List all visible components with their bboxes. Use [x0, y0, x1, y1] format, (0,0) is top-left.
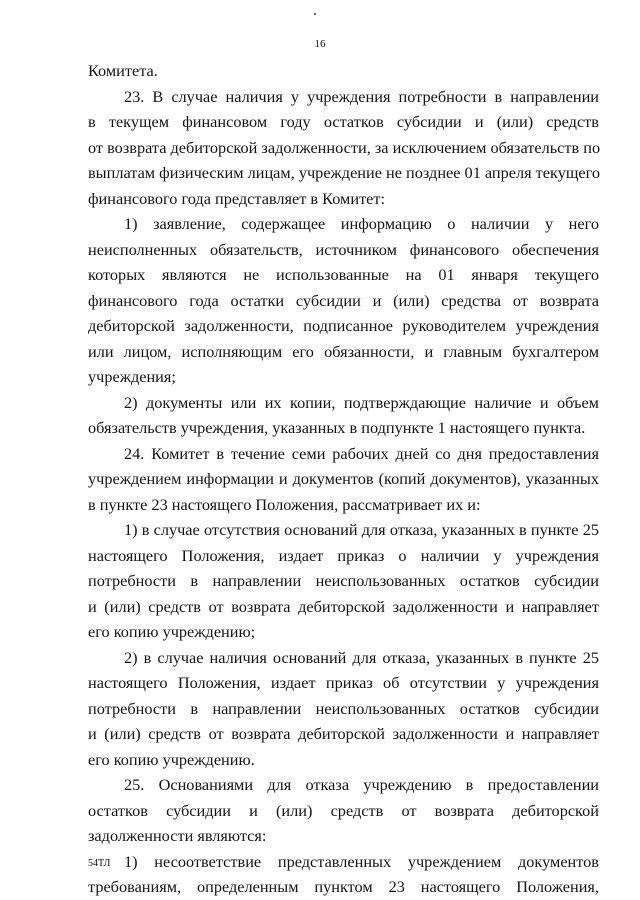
text-line: неисполненных обязательств, источником финансового обеспечения [88, 239, 599, 259]
text-line: настоящего Положения, издает приказ об отсутствии у учреждения [88, 673, 599, 692]
text-line: 1) в случае отсутствия оснований для отказа, указанных в пункте 25 [124, 520, 599, 539]
text-line: 24. Комитет в течение семи рабочих дней со дня предоставления [124, 443, 599, 463]
text-line: и (или) средств от возврата дебиторской задолженности и направляет [88, 596, 599, 616]
page-number: 16 [314, 38, 326, 50]
text-line: его копию учреждению; [88, 622, 256, 641]
text-line: которых являются не использованные на 01 января текущего [88, 265, 599, 284]
text-line: обязательств учреждения, указанных в подпункте 1 настоящего пункта. [88, 418, 586, 437]
text-line: 23. В случае наличия у учреждения потребности в направлении [124, 86, 599, 106]
text-line: от возврата дебиторской задолженности, за исключением обязательств по [88, 137, 601, 157]
text-line: требованиям, определенным пунктом 23 настоящего Положения, [88, 877, 599, 896]
text-line: Комитета. [88, 61, 158, 80]
text-line: 2) документы или их копии, подтверждающие наличие и объем [124, 392, 599, 412]
text-line: 1) заявление, содержащее информацию о наличии у него [124, 214, 599, 233]
footer-code: 54ТЛ [88, 858, 111, 869]
text-line: или лицом, исполняющим его обязанности, и главным бухгалтером [88, 341, 599, 361]
document-body [88, 58, 599, 900]
text-line: финансового года остатки субсидии и (или) средства от возврата [88, 290, 599, 310]
text-line: его копию учреждению. [88, 749, 255, 769]
text-line: потребности в направлении неиспользованных остатков субсидии [88, 571, 599, 590]
text-line: финансового года представляет в Комитет: [88, 188, 386, 208]
text-line: потребности в направлении неиспользованных остатков субсидии [88, 698, 599, 718]
scan-speck [314, 13, 316, 15]
text-line: 1) несоответствие представленных учреждением документов [124, 851, 599, 871]
text-line: учреждением информации и документов (копий документов), указанных [88, 469, 599, 488]
text-line: дебиторской задолженности, подписанное руководителем учреждения [88, 316, 599, 335]
text-line: выплатам физическим лицам, учреждение не позднее 01 апреля текущего [88, 163, 601, 182]
text-line: в пункте 23 настоящего Положения, рассматривает их и: [88, 494, 481, 514]
text-line: 2) в случае наличия оснований для отказа, указанных в пункте 25 [124, 647, 599, 667]
text-line: в текущем финансовом году остатков субсидии и (или) средств [88, 112, 599, 131]
text-line: и (или) средств от возврата дебиторской задолженности и направляет [88, 724, 599, 743]
text-line: учреждения; [88, 367, 176, 386]
text-line: остатков субсидии и (или) средств от возврата дебиторской [88, 800, 599, 820]
text-line: 25. Основаниями для отказа учреждению в предоставлении [124, 775, 599, 794]
text-line: задолженности являются: [88, 826, 267, 845]
text-line: настоящего Положения, издает приказ о наличии у учреждения [88, 545, 599, 565]
